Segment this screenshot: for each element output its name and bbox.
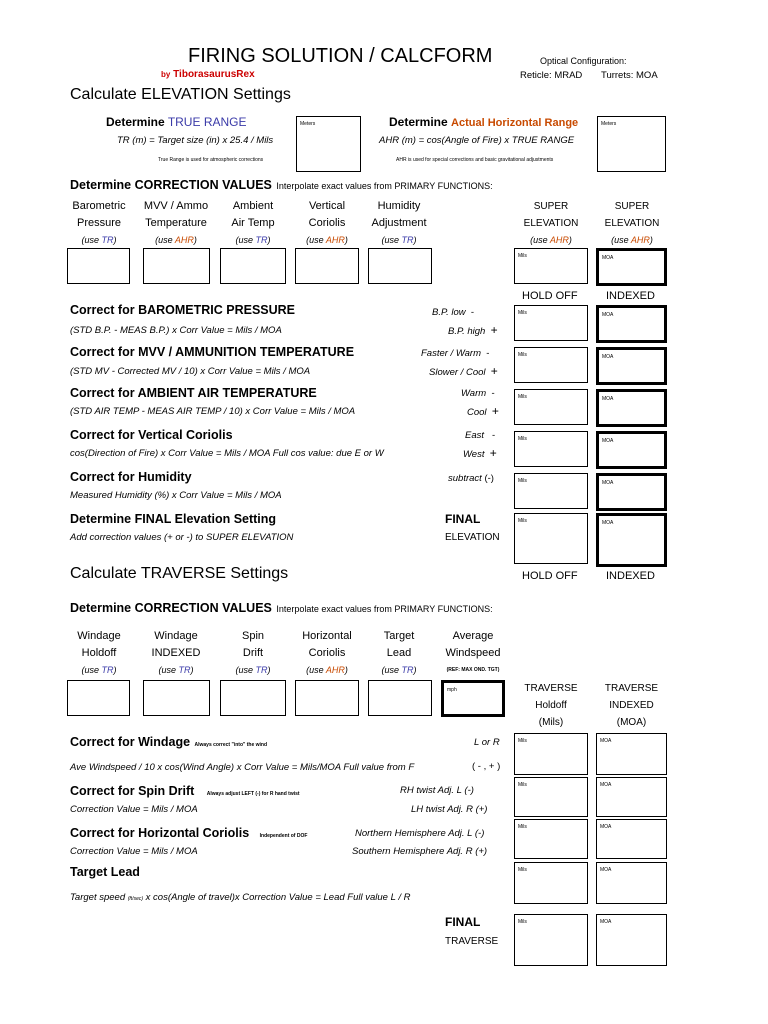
- row-humidity-formula: Measured Humidity (%) x Corr Value = Mils / MOA: [70, 490, 282, 501]
- trav-col-horizontal-coriolis: [290, 628, 364, 679]
- horizontal-coriolis-input[interactable]: [295, 680, 359, 716]
- byline: [161, 69, 255, 80]
- true-range-box[interactable]: [296, 116, 361, 172]
- use-value: TR: [101, 665, 114, 675]
- box-unit: Mils: [518, 478, 527, 484]
- box-unit: MOA: [600, 919, 612, 925]
- use-value: TR: [255, 235, 268, 245]
- final-traverse-label1: FINAL: [445, 915, 481, 929]
- right-sign: -: [491, 430, 496, 441]
- row-windage-formula: Ave Windspeed / 10 x cos(Wind Angle) x Corr Value = Mils/MOA Full value from F: [70, 762, 415, 773]
- box-unit: Mils: [518, 919, 527, 925]
- box-unit: MOA: [602, 255, 614, 261]
- trav-correction-heading: [70, 599, 493, 617]
- row-note: Always correct "into" the wind: [194, 742, 268, 748]
- col-line2: Air Temp: [231, 217, 275, 229]
- col-line1: MVV / Ammo: [143, 200, 209, 212]
- ahr-note: AHR is used for special corrections and basic gravitational adjustments: [396, 157, 554, 163]
- row-baro-right2: [448, 323, 498, 337]
- optical-config-label: Optical Configuration:: [540, 56, 627, 66]
- actual-horizontal-range-box[interactable]: [597, 116, 666, 172]
- formula-part-a: Target speed: [70, 892, 126, 903]
- use-suffix: ): [267, 235, 271, 245]
- windage-moa-box[interactable]: [596, 733, 667, 775]
- use-note: [138, 232, 214, 249]
- row-vcoriolis-right1: [465, 430, 495, 441]
- col-line1: Average: [452, 630, 494, 642]
- super-line2: ELEVATION: [604, 218, 660, 229]
- super-elevation-moa-box[interactable]: [596, 248, 667, 286]
- right-sign: +: [489, 446, 497, 460]
- use-value: AHR: [325, 665, 345, 675]
- airtemp-mils-box[interactable]: [514, 389, 588, 425]
- right-sign: +: [490, 364, 498, 378]
- use-suffix: ): [344, 665, 348, 675]
- ahr-heading: [389, 115, 578, 129]
- traverse-indexed-head: [596, 680, 667, 731]
- use-prefix: (use: [381, 665, 399, 675]
- box-unit: Mils: [518, 394, 527, 400]
- use-suffix: ): [568, 235, 572, 245]
- spindrift-mils-box[interactable]: [514, 777, 588, 817]
- row-title: Correct for Horizontal Coriolis: [70, 826, 250, 840]
- use-prefix: (use: [81, 665, 99, 675]
- formula-unit: (ft/sec): [127, 896, 144, 902]
- use-prefix: (use: [306, 665, 324, 675]
- trav-col-target-lead: [364, 628, 434, 679]
- final-traverse-moa-box[interactable]: [596, 914, 667, 966]
- head-line1: TRAVERSE: [524, 683, 578, 694]
- row-mvv-formula: (STD MV - Corrected MV / 10) x Corr Value = Mils / MOA: [70, 366, 311, 377]
- row-airtemp-formula: (STD AIR TEMP - MEAS AIR TEMP / 10) x Corr Value = Mils / MOA: [70, 406, 356, 417]
- trav-col-spin-drift: [216, 628, 290, 679]
- col-line2: Coriolis: [308, 647, 346, 659]
- elev-correction-sub: Interpolate exact values from PRIMARY FUNCTIONS:: [276, 181, 493, 191]
- tr-heading-highlight: TRUE RANGE: [167, 115, 247, 129]
- use-value: AHR: [549, 235, 569, 245]
- barometric-pressure-input[interactable]: [67, 248, 130, 284]
- row-hcoriolis-right1: Northern Hemisphere Adj. L (-): [355, 828, 485, 839]
- airtemp-moa-box[interactable]: [596, 389, 667, 427]
- use-suffix: ): [113, 665, 117, 675]
- right-text: B.P. low: [432, 307, 466, 318]
- use-suffix: ): [193, 235, 197, 245]
- use-prefix: (use: [155, 235, 173, 245]
- col-line2: Windspeed: [445, 647, 501, 659]
- right-sign: -: [470, 307, 475, 318]
- elev-col-barometric: [62, 198, 136, 249]
- row-mvv-right1: [421, 348, 489, 359]
- col-line2: Drift: [242, 647, 264, 659]
- box-unit: MOA: [600, 738, 612, 744]
- head-line3: (Mils): [538, 717, 564, 728]
- form-title: FIRING SOLUTION / CALCFORM: [188, 45, 493, 67]
- ahr-formula: AHR (m) = cos(Angle of Fire) x TRUE RANGE: [379, 135, 575, 146]
- humidity-input[interactable]: [368, 248, 432, 284]
- col-line2: Adjustment: [371, 217, 427, 229]
- use-note: [216, 232, 290, 249]
- tr-heading: [106, 115, 247, 129]
- use-value: TR: [401, 665, 414, 675]
- mvv-mils-box[interactable]: [514, 347, 588, 383]
- super-elevation-moa-head: [596, 198, 668, 249]
- box-unit: Mils: [518, 824, 527, 830]
- ahr-heading-prefix: Determine: [389, 115, 448, 129]
- row-humidity-right1: [448, 473, 494, 484]
- traverse-holdoff-head: [514, 680, 588, 731]
- row-note: Always adjust LEFT (-) for R hand twist: [206, 791, 300, 797]
- elev-col-mvv: [138, 198, 214, 249]
- row-spindrift-formula: Correction Value = Mils / MOA: [70, 804, 198, 815]
- right-sign: +: [491, 404, 499, 418]
- use-note: [216, 662, 290, 679]
- row-title: Correct for Spin Drift: [70, 784, 195, 798]
- mvv-temperature-input[interactable]: [143, 248, 210, 284]
- box-unit: Mils: [518, 518, 527, 524]
- row-hcoriolis-right2: Southern Hemisphere Adj. R (+): [352, 846, 488, 857]
- col-line1: Ambient: [232, 200, 274, 212]
- box-unit: Mils: [518, 352, 527, 358]
- use-suffix: ): [267, 665, 271, 675]
- use-note: [292, 232, 362, 249]
- spin-drift-input[interactable]: [220, 680, 286, 716]
- row-note: Independent of DOF: [259, 833, 308, 839]
- byline-prefix: by: [161, 70, 171, 79]
- use-value: AHR: [325, 235, 345, 245]
- final-traverse-mils-box[interactable]: [514, 914, 588, 966]
- right-text: Faster / Warm: [421, 348, 481, 359]
- row-hcoriolis-formula: Correction Value = Mils / MOA: [70, 846, 198, 857]
- right-text: Warm: [461, 388, 487, 399]
- use-suffix: ): [344, 235, 348, 245]
- box-unit: MOA: [602, 480, 614, 486]
- right-text: Cool: [467, 407, 487, 418]
- box-unit: MOA: [602, 396, 614, 402]
- elev-col-humidity: [364, 198, 434, 249]
- elev-correction-heading: [70, 176, 493, 194]
- row-spindrift-heading: [70, 782, 300, 800]
- use-prefix: (use: [81, 235, 99, 245]
- use-prefix: (use: [235, 665, 253, 675]
- use-suffix: ): [113, 235, 117, 245]
- use-note: [290, 662, 364, 679]
- trav-correction-sub: Interpolate exact values from PRIMARY FUNCTIONS:: [276, 604, 493, 614]
- author-name: TiborasaurusRex: [173, 69, 255, 80]
- elev-col-airtemp: [216, 198, 290, 249]
- vcoriolis-mils-box[interactable]: [514, 431, 588, 467]
- col-line1: Windage: [154, 630, 198, 642]
- use-note: [138, 662, 214, 679]
- spindrift-moa-box[interactable]: [596, 777, 667, 817]
- baro-moa-box[interactable]: [596, 305, 667, 343]
- final-elevation-moa-box[interactable]: [596, 513, 667, 567]
- box-unit: MOA: [602, 354, 614, 360]
- box-unit: mph: [447, 687, 457, 693]
- right-sign: -: [491, 388, 495, 399]
- elev-col-vertical-coriolis: [292, 198, 362, 249]
- use-value: TR: [401, 235, 414, 245]
- vcoriolis-moa-box[interactable]: [596, 431, 667, 469]
- mvv-moa-box[interactable]: [596, 347, 667, 385]
- use-suffix: ): [190, 665, 194, 675]
- vertical-coriolis-input[interactable]: [295, 248, 359, 284]
- col-line1: Vertical: [308, 200, 346, 212]
- col-line2: Pressure: [76, 217, 122, 229]
- col-line2: Temperature: [145, 217, 207, 229]
- windage-indexed-input[interactable]: [143, 680, 210, 716]
- trav-correction-title: Determine CORRECTION VALUES: [70, 601, 272, 615]
- box-unit: MOA: [600, 867, 612, 873]
- row-hcoriolis-heading: [70, 824, 307, 842]
- final-elevation-title: Determine FINAL Elevation Setting: [70, 512, 277, 526]
- box-unit: Mils: [518, 310, 527, 316]
- col-line1: Target: [383, 630, 415, 642]
- use-value: TR: [178, 665, 191, 675]
- trav-col-windage-holdoff: [62, 628, 136, 679]
- hcoriolis-moa-box[interactable]: [596, 819, 667, 859]
- final-elevation-formula: Add correction values (+ or -) to SUPER ELEVATION: [70, 532, 294, 543]
- use-value: AHR: [630, 235, 650, 245]
- true-range-unit: Meters: [300, 121, 316, 127]
- use-prefix: (use: [235, 235, 253, 245]
- indexed-head: INDEXED: [606, 290, 655, 302]
- row-airtemp-title: Correct for AMBIENT AIR TEMPERATURE: [70, 386, 317, 400]
- row-title: Correct for Windage: [70, 735, 191, 749]
- right-sign: +: [490, 323, 498, 337]
- row-airtemp-right2: [467, 404, 499, 418]
- box-unit: Mils: [518, 436, 527, 442]
- row-targetlead-formula: [70, 892, 410, 903]
- avg-wind-note: (REF: MAX OND. TGT): [446, 667, 500, 673]
- targetlead-mils-box[interactable]: [514, 862, 588, 904]
- col-line1: Spin: [241, 630, 265, 642]
- turrets-label: Turrets: MOA: [601, 70, 658, 81]
- row-baro-right1: [432, 307, 474, 318]
- head-line1: TRAVERSE: [604, 683, 659, 694]
- col-line1: Horizontal: [302, 630, 352, 642]
- col-line2: Holdoff: [81, 647, 117, 659]
- right-sign: (-): [484, 473, 494, 484]
- col-line1: Humidity: [377, 200, 421, 212]
- box-unit: MOA: [602, 520, 614, 526]
- use-note: [62, 662, 136, 679]
- use-value: TR: [255, 665, 268, 675]
- air-temp-input[interactable]: [220, 248, 286, 284]
- right-sign: -: [486, 348, 490, 359]
- reticle-label: Reticle: MRAD: [520, 70, 583, 81]
- col-line1: Windage: [77, 630, 121, 642]
- super-line2: ELEVATION: [523, 218, 579, 229]
- box-unit: Mils: [518, 253, 527, 259]
- col-line2: INDEXED: [151, 647, 201, 659]
- target-lead-input[interactable]: [368, 680, 432, 716]
- hcoriolis-mils-box[interactable]: [514, 819, 588, 859]
- box-unit: Mils: [518, 782, 527, 788]
- use-note: [364, 662, 434, 679]
- bottom-indexed: INDEXED: [606, 570, 655, 582]
- box-unit: MOA: [600, 782, 612, 788]
- row-windage-heading: [70, 733, 267, 751]
- trav-col-avg-windspeed: [438, 628, 508, 679]
- row-vcoriolis-formula: cos(Direction of Fire) x Corr Value = Mils / MOA Full cos value: due E or W: [70, 448, 384, 459]
- final-elevation-label1: FINAL: [445, 512, 481, 526]
- tr-formula: TR (m) = Target size (in) x 25.4 / Mils: [117, 135, 274, 146]
- col-line2: Lead: [386, 647, 412, 659]
- use-prefix: (use: [158, 665, 176, 675]
- right-text: East: [465, 430, 485, 441]
- use-prefix: (use: [611, 235, 629, 245]
- right-text: Slower / Cool: [429, 367, 486, 378]
- box-unit: MOA: [602, 312, 614, 318]
- trav-col-windage-indexed: [138, 628, 214, 679]
- row-mvv-right2: [429, 364, 498, 378]
- baro-mils-box[interactable]: [514, 305, 588, 341]
- windage-holdoff-input[interactable]: [67, 680, 130, 716]
- bottom-hold-off: HOLD OFF: [522, 570, 578, 582]
- use-value: TR: [101, 235, 114, 245]
- final-elevation-mils-box[interactable]: [514, 513, 588, 564]
- super-elevation-mils-box[interactable]: [514, 248, 588, 284]
- col-line1: Barometric: [72, 200, 126, 212]
- final-elevation-label2: ELEVATION: [445, 532, 500, 543]
- elevation-section-title: Calculate ELEVATION Settings: [70, 86, 291, 103]
- avg-windspeed-input[interactable]: [441, 680, 505, 717]
- box-unit: MOA: [600, 824, 612, 830]
- use-suffix: ): [649, 235, 653, 245]
- use-prefix: (use: [381, 235, 399, 245]
- box-unit: MOA: [602, 438, 614, 444]
- use-note: [62, 232, 136, 249]
- right-text: West: [463, 449, 485, 460]
- formula-part-b: x cos(Angle of travel)x Correction Value = Lead Full value L / R: [145, 892, 411, 903]
- traverse-section-title: Calculate TRAVERSE Settings: [70, 565, 289, 582]
- row-targetlead-title: Target Lead: [70, 865, 140, 879]
- row-windage-right2: ( - , + ): [472, 761, 501, 772]
- use-suffix: ): [413, 235, 417, 245]
- use-prefix: (use: [306, 235, 324, 245]
- row-mvv-title: Correct for MVV / AMMUNITION TEMPERATURE: [70, 345, 355, 359]
- use-note: [364, 232, 434, 249]
- ahr-unit: Meters: [601, 121, 617, 127]
- super-line1: SUPER: [533, 201, 569, 212]
- row-humidity-title: Correct for Humidity: [70, 470, 192, 484]
- row-vcoriolis-right2: [463, 446, 497, 460]
- use-suffix: ): [413, 665, 417, 675]
- final-traverse-label2: TRAVERSE: [445, 936, 499, 947]
- use-prefix: (use: [530, 235, 548, 245]
- use-note: [515, 232, 587, 249]
- windage-mils-box[interactable]: [514, 733, 588, 775]
- targetlead-moa-box[interactable]: [596, 862, 667, 904]
- head-line2: Holdoff: [535, 700, 567, 711]
- tr-note: True Range is used for atmospheric corrections: [158, 157, 264, 163]
- col-line2: Coriolis: [308, 217, 346, 229]
- ahr-heading-highlight: Actual Horizontal Range: [451, 117, 579, 129]
- humidity-mils-box[interactable]: [514, 473, 588, 509]
- right-text: subtract: [448, 473, 482, 484]
- box-unit: Mils: [518, 867, 527, 873]
- super-line1: SUPER: [614, 201, 650, 212]
- hold-off-head: HOLD OFF: [522, 290, 578, 302]
- row-airtemp-right1: [461, 388, 495, 399]
- use-note: [596, 232, 668, 249]
- row-spindrift-right1: RH twist Adj. L (-): [400, 785, 474, 796]
- head-line3: (MOA): [616, 717, 647, 728]
- right-text: B.P. high: [448, 326, 486, 337]
- row-baro-formula: (STD B.P. - MEAS B.P.) x Corr Value = Mils / MOA: [70, 325, 282, 336]
- head-line2: INDEXED: [609, 700, 654, 711]
- elev-correction-title: Determine CORRECTION VALUES: [70, 178, 272, 192]
- row-windage-right1: L or R: [474, 737, 500, 748]
- row-vcoriolis-title: Correct for Vertical Coriolis: [70, 428, 233, 442]
- tr-heading-prefix: Determine: [106, 115, 165, 129]
- use-value: AHR: [174, 235, 194, 245]
- humidity-moa-box[interactable]: [596, 473, 667, 511]
- super-elevation-mils-head: [515, 198, 587, 249]
- box-unit: Mils: [518, 738, 527, 744]
- row-baro-title: Correct for BAROMETRIC PRESSURE: [70, 303, 296, 317]
- row-spindrift-right2: LH twist Adj. R (+): [411, 804, 488, 815]
